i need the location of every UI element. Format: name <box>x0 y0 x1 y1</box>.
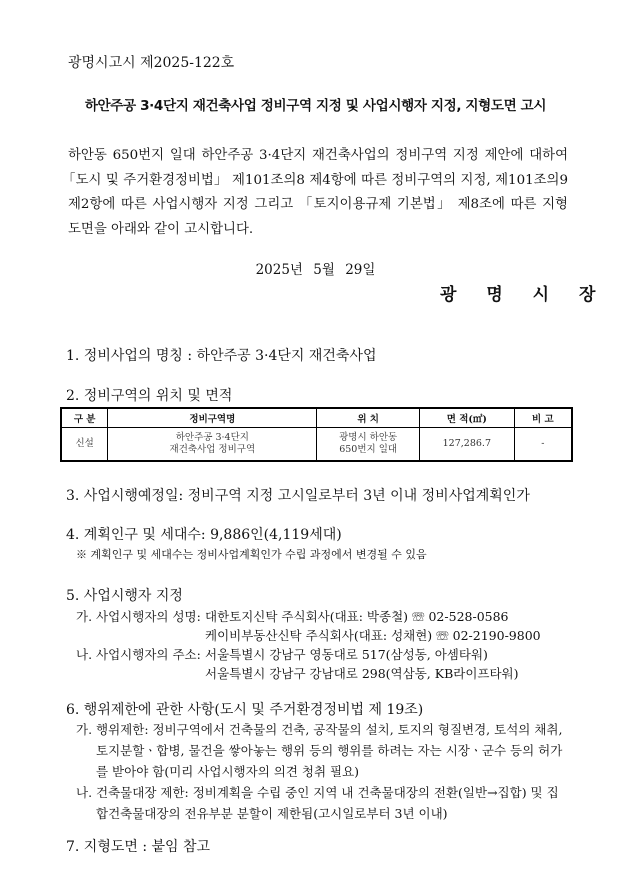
cell-line: 650번지 일대 <box>339 444 398 455</box>
notice-number: 광명시고시 제2025-122호 <box>68 55 235 71</box>
restriction-a-line: 가. 행위제한: 정비구역에서 건축물의 건축, 공작물의 설치, 토지의 형질변경, 토석의 채취, <box>76 722 563 737</box>
section-3: 3. 사업시행예정일: 정비구역 지정 고시일로부터 3년 이내 정비사업계획인가 <box>66 488 530 504</box>
notice-date: 2025년 5월 29일 <box>255 262 376 278</box>
table-header: 구 분 <box>61 408 108 428</box>
section-4: 4. 계획인구 및 세대수: 9,886인(4,119세대) <box>66 527 342 543</box>
body-line: 「도시 및 주거환경정비법」 제101조의8 제4항에 따른 정비구역의 지정, 제101조의9 <box>62 172 568 188</box>
section-7: 7. 지형도면 : 붙임 참고 <box>66 839 211 855</box>
cell-line: 하안주공 3·4단지 <box>175 432 249 443</box>
executor-address-label: 나. 사업시행자의 주소: <box>76 647 201 662</box>
cell-line: 재건축사업 정비구역 <box>169 444 256 455</box>
restriction-b-line: 나. 건축물대장 제한: 정비계획을 수립 중인 지역 내 건축물대장의 전환(일반→집합) 및 집 <box>76 785 559 800</box>
body-line: 도면을 아래와 같이 고시합니다. <box>68 221 254 237</box>
restriction-b-line: 합건축물대장의 전유부분 분할이 제한됨(고시일로부터 3년 이내) <box>96 806 448 821</box>
cell-line: 광명시 하안동 <box>339 432 398 443</box>
section-1: 1. 정비사업의 명칭 : 하안주공 3·4단지 재건축사업 <box>66 348 377 364</box>
section-2: 2. 정비구역의 위치 및 면적 <box>66 388 233 404</box>
notice-body <box>62 144 568 242</box>
section-5: 5. 사업시행자 지정 <box>66 588 183 604</box>
section-4-note: ※ 계획인구 및 세대수는 정비사업계획인가 수립 과정에서 변경될 수 있음 <box>76 548 427 561</box>
table-header-row <box>61 408 572 428</box>
table-cell-name <box>108 428 317 462</box>
executor-name-label: 가. 사업시행자의 성명: <box>76 609 201 624</box>
table-cell-remarks: - <box>514 428 572 462</box>
section-6: 6. 행위제한에 관한 사항(도시 및 주거환경정비법 제 19조) <box>66 702 424 718</box>
executor-address-1: 서울특별시 강남구 영동대로 517(삼성동, 아셈타워) <box>205 647 488 662</box>
restriction-a-line: 를 받아야 함(미리 사업시행자의 의견 청취 필요) <box>96 764 360 779</box>
executor-name-1: 대한토지신탁 주식회사(대표: 박종철) ☏ 02-528-0586 <box>205 609 509 624</box>
issuer-signature: 광 명 시 장 <box>440 285 608 305</box>
body-line: 제2항에 따른 사업시행자 지정 그리고 「토지이용규제 기본법」 제8조에 따른 지형 <box>68 197 568 212</box>
table-row <box>61 428 572 462</box>
area-table <box>60 407 573 462</box>
table-cell-location <box>317 428 420 462</box>
table-header: 정비구역명 <box>108 408 317 428</box>
page-title: 하안주공 3·4단지 재건축사업 정비구역 지정 및 사업시행자 지정, 지형도면 고시 <box>84 98 547 114</box>
executor-address-2: 서울특별시 강남구 강남대로 298(역삼동, KB라이프타워) <box>205 666 519 681</box>
executor-name-2: 케이비부동산신탁 주식회사(대표: 성채현) ☏ 02-2190-9800 <box>205 628 541 643</box>
table-cell-area: 127,286.7 <box>419 428 514 462</box>
restriction-a-line: 토지분할ㆍ합병, 물건을 쌓아놓는 행위 등의 행위를 하려는 자는 시장ㆍ군수 등의 허가 <box>96 743 563 758</box>
table-header: 면 적(㎡) <box>419 408 514 428</box>
table-cell-type: 신설 <box>61 428 108 462</box>
table-header: 위 치 <box>317 408 420 428</box>
body-line: 하안동 650번지 일대 하안주공 3·4단지 재건축사업의 정비구역 지정 제안에 대하여 <box>68 148 568 163</box>
table-header: 비 고 <box>514 408 572 428</box>
